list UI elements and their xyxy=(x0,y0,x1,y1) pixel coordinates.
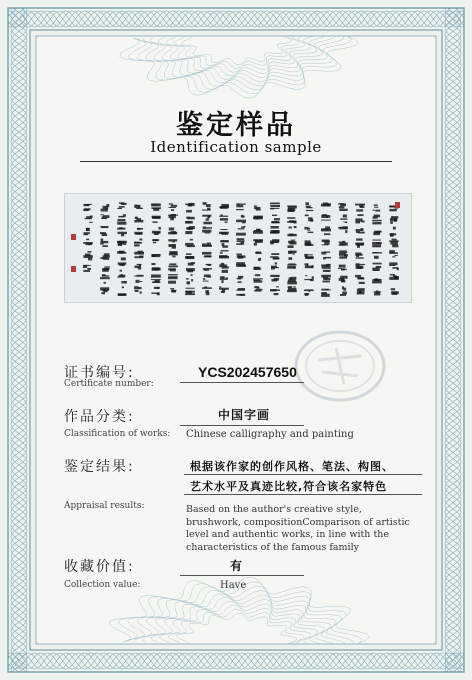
appraisal-label-cn: 鉴定结果: xyxy=(64,459,135,475)
appraisal-label-en: Appraisal results: xyxy=(64,501,145,511)
collection-value-label-cn: 收藏价值: xyxy=(64,559,135,575)
certificate-number-value: YCS202457650 xyxy=(198,364,297,380)
classification-label-cn: 作品分类: xyxy=(64,409,135,425)
classification-value-en: Chinese calligraphy and painting xyxy=(186,429,354,440)
collection-value-cn: 有 xyxy=(230,559,243,573)
collection-value-en: Have xyxy=(220,580,247,591)
certificate-number-underline xyxy=(180,382,304,383)
classification-value-cn: 中国字画 xyxy=(218,408,271,422)
title-divider xyxy=(80,161,392,162)
artwork-image xyxy=(64,193,412,303)
appraisal-value-en: Based on the author's creative style, brushwork, compositionComparison of artistic level and authentic works, in line with the characteristics of the famous family xyxy=(186,504,410,553)
appraisal-value-cn-line2: 艺术水平及真迹比较,符合该名家特色 xyxy=(190,480,388,493)
appraisal-stamp xyxy=(292,326,388,406)
certificate-number-label-en: Certificate number: xyxy=(64,379,154,389)
certificate-number-label-cn: 证书编号: xyxy=(64,365,135,381)
classification-underline xyxy=(180,425,304,426)
classification-label-en: Classification of works: xyxy=(64,429,171,439)
collection-value-label-en: Collection value: xyxy=(64,580,141,590)
appraisal-value-cn-line1: 根据该作家的创作风格、笔法、构图、 xyxy=(190,460,394,473)
title-chinese: 鉴定样品 xyxy=(176,110,296,141)
appraisal-underline-2 xyxy=(184,494,422,495)
title-english: Identification sample xyxy=(150,138,322,156)
collection-value-underline xyxy=(180,575,304,576)
appraisal-underline-1 xyxy=(184,474,422,475)
